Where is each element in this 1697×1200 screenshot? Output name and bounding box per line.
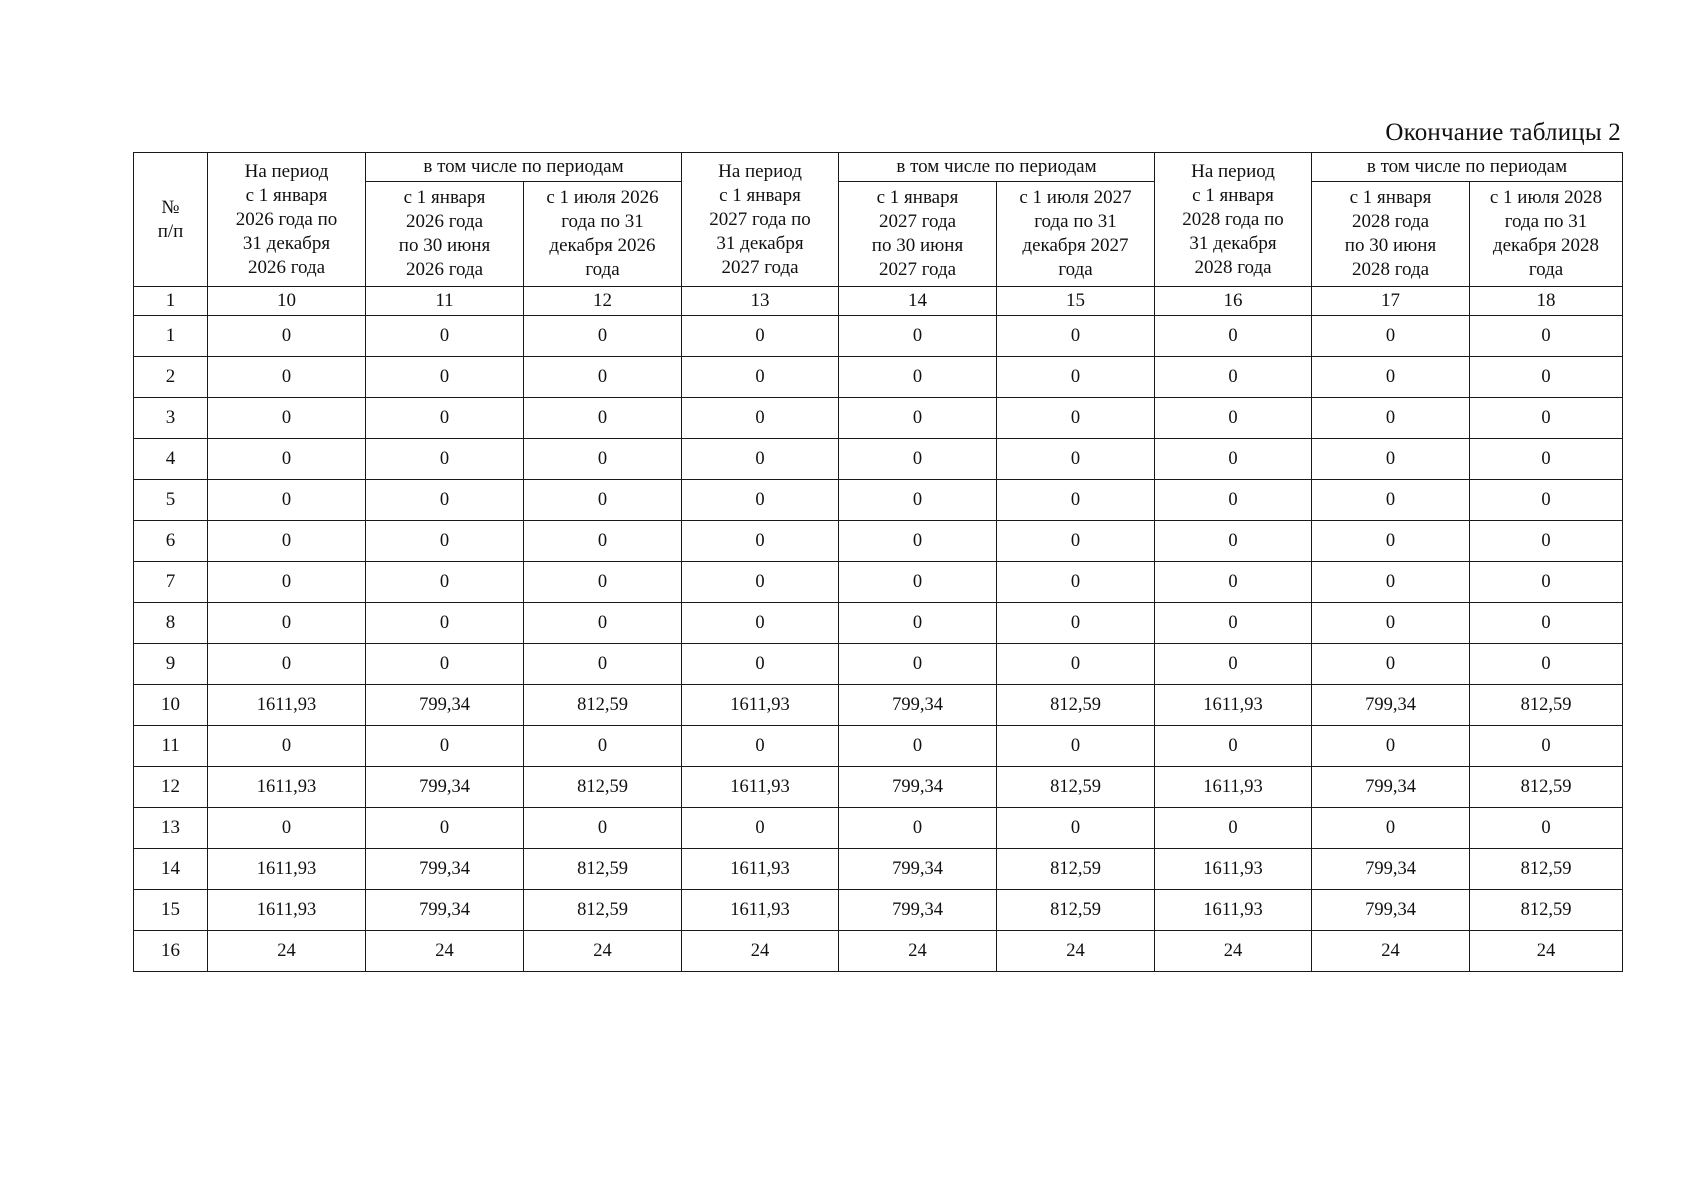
value-cell: 0 bbox=[1312, 603, 1470, 644]
value-cell: 812,59 bbox=[997, 849, 1155, 890]
value-cell: 0 bbox=[208, 398, 366, 439]
value-cell: 0 bbox=[366, 603, 524, 644]
value-cell: 1611,93 bbox=[682, 685, 839, 726]
value-cell: 0 bbox=[839, 439, 997, 480]
value-cell: 0 bbox=[366, 562, 524, 603]
value-cell: 0 bbox=[208, 603, 366, 644]
value-cell: 0 bbox=[1470, 316, 1623, 357]
value-cell: 0 bbox=[524, 357, 682, 398]
value-cell: 0 bbox=[208, 644, 366, 685]
value-cell: 0 bbox=[1470, 398, 1623, 439]
value-cell: 0 bbox=[682, 603, 839, 644]
tariff-table bbox=[133, 152, 1623, 972]
value-cell: 0 bbox=[1155, 562, 1312, 603]
value-cell: 0 bbox=[524, 480, 682, 521]
value-cell: 0 bbox=[524, 398, 682, 439]
column-number: 15 bbox=[997, 287, 1155, 316]
value-cell: 24 bbox=[1470, 931, 1623, 972]
value-cell: 0 bbox=[839, 521, 997, 562]
column-number: 16 bbox=[1155, 287, 1312, 316]
column-number: 18 bbox=[1470, 287, 1623, 316]
row-number-cell: 14 bbox=[134, 849, 208, 890]
table-caption: Окончание таблицы 2 bbox=[1385, 119, 1621, 146]
row-number-cell: 1 bbox=[134, 316, 208, 357]
table-row bbox=[134, 480, 1623, 521]
row-number-cell: 5 bbox=[134, 480, 208, 521]
value-cell: 0 bbox=[1312, 398, 1470, 439]
value-cell: 0 bbox=[682, 316, 839, 357]
value-cell: 0 bbox=[1155, 398, 1312, 439]
value-cell: 0 bbox=[1155, 480, 1312, 521]
value-cell: 0 bbox=[1470, 439, 1623, 480]
value-cell: 0 bbox=[1312, 808, 1470, 849]
row-number-cell: 16 bbox=[134, 931, 208, 972]
value-cell: 0 bbox=[208, 562, 366, 603]
value-cell: 0 bbox=[366, 398, 524, 439]
value-cell: 0 bbox=[997, 480, 1155, 521]
value-cell: 0 bbox=[839, 398, 997, 439]
value-cell: 799,34 bbox=[839, 890, 997, 931]
value-cell: 812,59 bbox=[997, 767, 1155, 808]
table-row bbox=[134, 685, 1623, 726]
value-cell: 0 bbox=[997, 726, 1155, 767]
value-cell: 0 bbox=[208, 480, 366, 521]
value-cell: 0 bbox=[1470, 726, 1623, 767]
header-2026-second-half: с 1 июля 2026 года по 31 декабря 2026 года bbox=[524, 182, 682, 287]
value-cell: 0 bbox=[1312, 644, 1470, 685]
value-cell: 0 bbox=[366, 357, 524, 398]
value-cell: 0 bbox=[1155, 726, 1312, 767]
column-number: 11 bbox=[366, 287, 524, 316]
table-row bbox=[134, 521, 1623, 562]
value-cell: 0 bbox=[682, 480, 839, 521]
header-group-2026: в том числе по периодам bbox=[366, 153, 682, 182]
value-cell: 0 bbox=[366, 480, 524, 521]
value-cell: 799,34 bbox=[366, 767, 524, 808]
value-cell: 24 bbox=[1155, 931, 1312, 972]
value-cell: 799,34 bbox=[1312, 849, 1470, 890]
value-cell: 812,59 bbox=[524, 849, 682, 890]
value-cell: 0 bbox=[997, 398, 1155, 439]
value-cell: 0 bbox=[839, 808, 997, 849]
value-cell: 812,59 bbox=[524, 685, 682, 726]
value-cell: 24 bbox=[997, 931, 1155, 972]
value-cell: 0 bbox=[366, 808, 524, 849]
value-cell: 0 bbox=[1155, 357, 1312, 398]
row-number-cell: 13 bbox=[134, 808, 208, 849]
row-number-cell: 2 bbox=[134, 357, 208, 398]
value-cell: 0 bbox=[839, 357, 997, 398]
value-cell: 1611,93 bbox=[208, 849, 366, 890]
value-cell: 0 bbox=[208, 439, 366, 480]
value-cell: 24 bbox=[208, 931, 366, 972]
value-cell: 1611,93 bbox=[208, 767, 366, 808]
header-row-number: № п/п bbox=[134, 153, 208, 287]
table-row bbox=[134, 644, 1623, 685]
table-row bbox=[134, 767, 1623, 808]
value-cell: 0 bbox=[1470, 644, 1623, 685]
value-cell: 812,59 bbox=[997, 685, 1155, 726]
value-cell: 812,59 bbox=[997, 890, 1155, 931]
table-row bbox=[134, 849, 1623, 890]
table-row bbox=[134, 398, 1623, 439]
value-cell: 24 bbox=[524, 931, 682, 972]
value-cell: 0 bbox=[524, 603, 682, 644]
column-number: 14 bbox=[839, 287, 997, 316]
value-cell: 0 bbox=[682, 439, 839, 480]
value-cell: 799,34 bbox=[366, 890, 524, 931]
value-cell: 0 bbox=[366, 726, 524, 767]
header-period-2028: На период с 1 января 2028 года по 31 декабря 2028 года bbox=[1155, 153, 1312, 287]
value-cell: 0 bbox=[208, 521, 366, 562]
value-cell: 24 bbox=[839, 931, 997, 972]
value-cell: 812,59 bbox=[524, 890, 682, 931]
table-row bbox=[134, 808, 1623, 849]
value-cell: 0 bbox=[1470, 562, 1623, 603]
column-number: 10 bbox=[208, 287, 366, 316]
value-cell: 0 bbox=[682, 398, 839, 439]
value-cell: 0 bbox=[997, 603, 1155, 644]
value-cell: 799,34 bbox=[366, 849, 524, 890]
header-period-2026: На период с 1 января 2026 года по 31 декабря 2026 года bbox=[208, 153, 366, 287]
column-number: 12 bbox=[524, 287, 682, 316]
table-row bbox=[134, 439, 1623, 480]
value-cell: 0 bbox=[839, 562, 997, 603]
value-cell: 0 bbox=[366, 521, 524, 562]
value-cell: 0 bbox=[839, 480, 997, 521]
row-number-cell: 4 bbox=[134, 439, 208, 480]
value-cell: 0 bbox=[1312, 357, 1470, 398]
value-cell: 1611,93 bbox=[682, 849, 839, 890]
header-2028-second-half: с 1 июля 2028 года по 31 декабря 2028 года bbox=[1470, 182, 1623, 287]
row-number-cell: 11 bbox=[134, 726, 208, 767]
value-cell: 0 bbox=[1470, 603, 1623, 644]
value-cell: 0 bbox=[1155, 439, 1312, 480]
value-cell: 0 bbox=[208, 357, 366, 398]
row-number-cell: 8 bbox=[134, 603, 208, 644]
value-cell: 799,34 bbox=[839, 767, 997, 808]
value-cell: 0 bbox=[366, 644, 524, 685]
value-cell: 0 bbox=[682, 521, 839, 562]
value-cell: 0 bbox=[1155, 808, 1312, 849]
row-number-cell: 10 bbox=[134, 685, 208, 726]
value-cell: 0 bbox=[682, 808, 839, 849]
header-2027-first-half: с 1 января 2027 года по 30 июня 2027 года bbox=[839, 182, 997, 287]
table-row bbox=[134, 562, 1623, 603]
value-cell: 1611,93 bbox=[1155, 849, 1312, 890]
value-cell: 24 bbox=[682, 931, 839, 972]
column-number: 1 bbox=[134, 287, 208, 316]
column-number: 13 bbox=[682, 287, 839, 316]
value-cell: 812,59 bbox=[1470, 849, 1623, 890]
value-cell: 0 bbox=[997, 562, 1155, 603]
value-cell: 0 bbox=[1470, 357, 1623, 398]
value-cell: 0 bbox=[682, 357, 839, 398]
value-cell: 0 bbox=[839, 603, 997, 644]
value-cell: 0 bbox=[682, 644, 839, 685]
value-cell: 812,59 bbox=[1470, 767, 1623, 808]
value-cell: 0 bbox=[1470, 808, 1623, 849]
row-number-cell: 12 bbox=[134, 767, 208, 808]
value-cell: 0 bbox=[1155, 644, 1312, 685]
value-cell: 0 bbox=[524, 521, 682, 562]
value-cell: 0 bbox=[997, 644, 1155, 685]
value-cell: 0 bbox=[997, 808, 1155, 849]
value-cell: 0 bbox=[1312, 562, 1470, 603]
value-cell: 24 bbox=[366, 931, 524, 972]
value-cell: 0 bbox=[839, 316, 997, 357]
value-cell: 1611,93 bbox=[208, 685, 366, 726]
value-cell: 0 bbox=[997, 316, 1155, 357]
value-cell: 1611,93 bbox=[1155, 890, 1312, 931]
table-row bbox=[134, 931, 1623, 972]
value-cell: 0 bbox=[1312, 480, 1470, 521]
value-cell: 0 bbox=[1155, 603, 1312, 644]
value-cell: 812,59 bbox=[1470, 685, 1623, 726]
value-cell: 0 bbox=[682, 726, 839, 767]
header-period-2027: На период с 1 января 2027 года по 31 декабря 2027 года bbox=[682, 153, 839, 287]
value-cell: 0 bbox=[839, 726, 997, 767]
value-cell: 24 bbox=[1312, 931, 1470, 972]
value-cell: 0 bbox=[1470, 480, 1623, 521]
value-cell: 0 bbox=[208, 316, 366, 357]
value-cell: 799,34 bbox=[1312, 890, 1470, 931]
row-number-cell: 7 bbox=[134, 562, 208, 603]
value-cell: 0 bbox=[524, 562, 682, 603]
value-cell: 0 bbox=[524, 439, 682, 480]
value-cell: 0 bbox=[524, 644, 682, 685]
header-2028-first-half: с 1 января 2028 года по 30 июня 2028 года bbox=[1312, 182, 1470, 287]
value-cell: 1611,93 bbox=[682, 767, 839, 808]
value-cell: 812,59 bbox=[1470, 890, 1623, 931]
value-cell: 799,34 bbox=[1312, 685, 1470, 726]
value-cell: 0 bbox=[366, 316, 524, 357]
value-cell: 0 bbox=[1155, 521, 1312, 562]
header-2027-second-half: с 1 июля 2027 года по 31 декабря 2027 года bbox=[997, 182, 1155, 287]
value-cell: 0 bbox=[524, 316, 682, 357]
header-2026-first-half: с 1 января 2026 года по 30 июня 2026 года bbox=[366, 182, 524, 287]
row-number-cell: 9 bbox=[134, 644, 208, 685]
value-cell: 0 bbox=[1155, 316, 1312, 357]
value-cell: 0 bbox=[1312, 316, 1470, 357]
value-cell: 0 bbox=[1312, 439, 1470, 480]
value-cell: 0 bbox=[208, 726, 366, 767]
table-row bbox=[134, 316, 1623, 357]
table-row bbox=[134, 357, 1623, 398]
value-cell: 0 bbox=[524, 808, 682, 849]
value-cell: 1611,93 bbox=[682, 890, 839, 931]
row-number-cell: 15 bbox=[134, 890, 208, 931]
value-cell: 0 bbox=[839, 644, 997, 685]
column-number-row bbox=[134, 287, 1623, 316]
value-cell: 0 bbox=[1312, 726, 1470, 767]
header-group-2028: в том числе по периодам bbox=[1312, 153, 1623, 182]
value-cell: 799,34 bbox=[839, 849, 997, 890]
row-number-cell: 3 bbox=[134, 398, 208, 439]
table-row bbox=[134, 726, 1623, 767]
value-cell: 812,59 bbox=[524, 767, 682, 808]
value-cell: 0 bbox=[524, 726, 682, 767]
table-body bbox=[134, 316, 1623, 972]
table-row bbox=[134, 603, 1623, 644]
value-cell: 0 bbox=[366, 439, 524, 480]
value-cell: 0 bbox=[997, 521, 1155, 562]
row-number-cell: 6 bbox=[134, 521, 208, 562]
header-group-2027: в том числе по периодам bbox=[839, 153, 1155, 182]
value-cell: 0 bbox=[1470, 521, 1623, 562]
value-cell: 1611,93 bbox=[1155, 767, 1312, 808]
value-cell: 1611,93 bbox=[1155, 685, 1312, 726]
value-cell: 799,34 bbox=[1312, 767, 1470, 808]
value-cell: 0 bbox=[682, 562, 839, 603]
value-cell: 1611,93 bbox=[208, 890, 366, 931]
value-cell: 0 bbox=[997, 357, 1155, 398]
table-row bbox=[134, 890, 1623, 931]
value-cell: 0 bbox=[208, 808, 366, 849]
value-cell: 0 bbox=[997, 439, 1155, 480]
value-cell: 799,34 bbox=[366, 685, 524, 726]
value-cell: 0 bbox=[1312, 521, 1470, 562]
value-cell: 799,34 bbox=[839, 685, 997, 726]
column-number: 17 bbox=[1312, 287, 1470, 316]
